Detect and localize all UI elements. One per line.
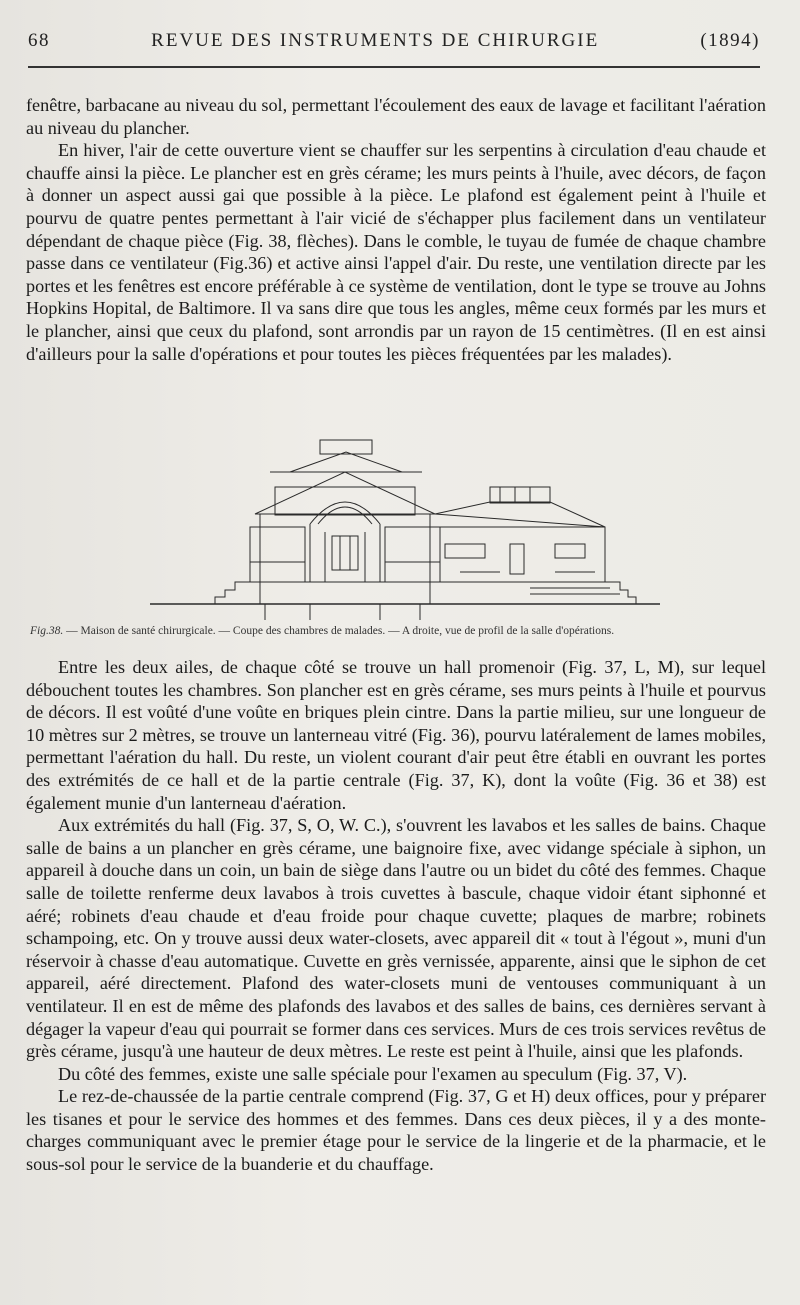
paragraph: Du côté des femmes, existe une salle spéciale pour l'examen au speculum (Fig. 37, V). [58, 1063, 688, 1084]
publication-year: (1894) [700, 30, 760, 51]
page-number: 68 [28, 30, 50, 51]
header-rule [28, 66, 760, 68]
journal-title: REVUE DES INSTRUMENTS DE CHIRURGIE [151, 30, 600, 51]
building-section-illustration [150, 432, 660, 622]
paragraph: Le rez-de-chaussée de la partie centrale comprend (Fig. 37, G et H) deux offices, pour y préparer les tisanes et pour le service des hommes et des femmes. Dans ces deux pièces, il y a des monte-charges communiquant avec le premier étage pour le service de la lingerie et de la pharmacie, et le sous-sol pour le service de la buanderie et du chauffage. [26, 1086, 766, 1175]
figure-label: Fig.38. [30, 625, 64, 637]
running-header [28, 24, 760, 58]
figure-caption [30, 625, 772, 637]
paragraph: En hiver, l'air de cette ouverture vient se chauffer sur les serpentins à circulation d'eau chaude et chauffe ainsi la pièce. Le plancher est en grès cérame; les murs peints à l'huile, avec décors, de façon à donner un aspect aussi gai que possible à la pièce. Le plafond est également peint à l'huile et pourvu de quatre pentes permettant à l'air vicié de s'échapper plus facilement dans un ventilateur dépendant de chaque pièce (Fig. 38, flèches). Dans le comble, le tuyau de fumée de chaque chambre passe dans ce ventilateur (Fig.36) et active ainsi l'appel d'air. Du reste, une ventilation directe par les portes et les fenêtres est encore préférable à ce système de ventilation, dont le type se trouve au Johns Hopkins Hopital, de Baltimore. Il va sans dire que tous les angles, même ceux formés par les murs et le plancher, ainsi que ceux du plafond, sont arrondis par un rayon de 15 centimètres. (Il en est ainsi d'ailleurs pour la salle d'opérations et pour toutes les pièces fréquentées par les malades). [26, 140, 766, 364]
paragraph: fenêtre, barbacane au niveau du sol, permettant l'écoulement des eaux de lavage et facilitant l'aération au niveau du plancher. [26, 95, 766, 138]
text-block-top [26, 94, 766, 365]
paragraph: Aux extrémités du hall (Fig. 37, S, O, W. C.), s'ouvrent les lavabos et les salles de bains. Chaque salle de bains a un plancher en grès cérame, une baignoire fixe, avec vidange spéciale à siphon, un appareil à douche dans un coin, un bain de siège dans l'autre ou un bidet du côté des femmes. Chaque salle de toilette renferme deux lavabos à trois cuvettes à bascule, chaque vidoir étant siphonné et aéré; robinets d'eau chaude et d'eau froide pour chaque cuvette; plaques de marbre; robinets schampoing, etc. On y trouve aussi deux water-closets, avec appareil dit « tout à l'égout », muni d'un réservoir à chasse d'eau automatique. Cuvette en grès vernissée, apparente, ainsi que le siphon de cet appareil, aéré directement. Plafond des water-closets muni de ventouses communiquant à un ventilateur. Il en est de même des plafonds des lavabos et des salles de bains, ces dernières servant à dégager la vapeur d'eau qui pourrait se former dans ces services. Murs de ces trois services revêtus de grès cérame, jusqu'à une hauteur de deux mètres. Le reste est peint à l'huile, ainsi que les plafonds. [26, 815, 766, 1062]
figure-caption-text: — Maison de santé chirurgicale. — Coupe des chambres de malades. — A droite, vue de profil de la salle d'opérations. [63, 625, 615, 637]
paragraph: Entre les deux ailes, de chaque côté se trouve un hall promenoir (Fig. 37, L, M), sur lequel débouchent toutes les chambres. Son plancher est en grès cérame, ses murs peints à l'huile et pourvus de décors. Il est voûté d'une voûte en briques plein cintre. Dans la partie milieu, sur une longueur de 10 mètres sur 2 mètres, se trouve un lanterneau vitré (Fig. 36), pourvu latéralement de lames mobiles, permettant l'aération du hall. Du reste, un violent courant d'air peut être établi en ouvrant les portes des extrémités de ce hall et de la partie centrale (Fig. 37, K), dont la voûte (Fig. 36 et 38) est également munie d'un lanterneau d'aération. [26, 657, 766, 813]
text-block-bottom [26, 656, 766, 1176]
